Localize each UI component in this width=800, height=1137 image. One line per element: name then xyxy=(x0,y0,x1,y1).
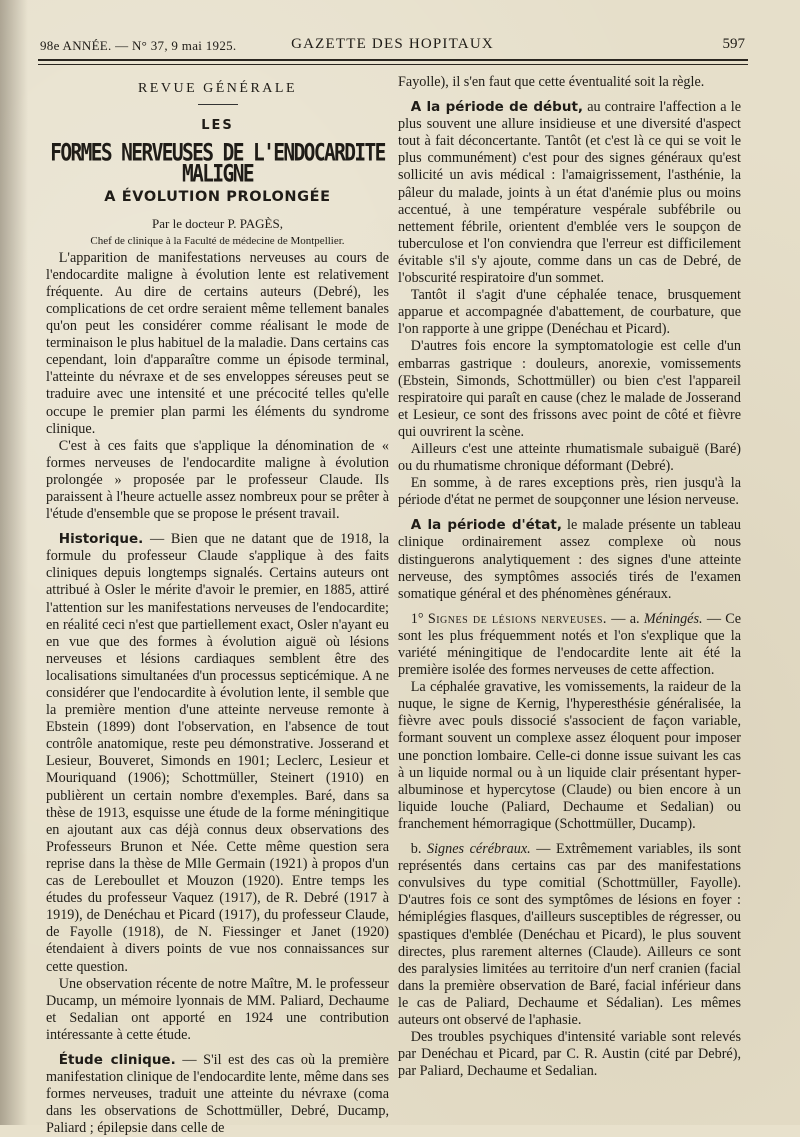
paragraph: Une observation récente de notre Maître, M. le professeur Ducamp, un mémoire lyonnais de MM. Paliard, Dechaume et Sedalian ont apporté en 1924 une contribution intéressante à cette étude. xyxy=(46,975,389,1043)
section-lead: Historique. xyxy=(58,531,144,548)
binding-shadow xyxy=(0,0,28,1125)
byline: Par le docteur P. PAGÈS, xyxy=(152,216,283,232)
rubric-rule xyxy=(198,104,238,105)
section-lead: A la période de début, xyxy=(410,99,584,116)
paragraph: D'autres fois encore la symptomatologie est celle d'un embarras gastrique : douleurs, anorexie, vomissements (Ebstein, Simonds, Schottmüller) ou bien c'est l'appareil respiratoire qui paraît en cause (chez le malade de Josserand et Lesieur, ce sont des frissons avec point de côté et fièvre qui ouvrirent la scène. xyxy=(398,338,741,440)
issue-info: 98e ANNÉE. — N° 37, 9 mai 1925. xyxy=(40,38,237,53)
left-column xyxy=(46,76,389,1137)
article-title: FORMES NERVEUSES DE L'ENDOCARDITE MALIGNE xyxy=(50,138,385,189)
item-number: 1° xyxy=(410,610,424,627)
item-letter: — a. xyxy=(611,610,640,627)
paragraph: Ailleurs c'est une atteinte rhumatismale subaiguë (Baré) ou du rhumatisme chronique déformant (Debré). xyxy=(398,440,741,475)
paragraph-debut xyxy=(398,99,741,287)
subsection-label: Méningés. xyxy=(643,610,703,627)
subsection-label: Signes cérébraux. xyxy=(427,841,531,858)
paragraph: C'est à ces faits que s'applique la dénomination de « formes nerveuses de l'endocardite maligne à évolution prolongée » proposée par le professeur Claude. Ils paraissent à l'heure actuelle assez nombreux pour se prêter à l'étude d'ensemble que se propose le présent travail. xyxy=(46,437,389,523)
journal-name: GAZETTE DES HOPITAUX xyxy=(291,36,494,52)
paragraph-text: — Bien que ne datant que de 1918, la formule du professeur Claude s'applique à des faits cliniques depuis longtemps signalés. Certains auteurs ont attribué à Osler le mérite d'avoir le premier, en 1885, attiré l'attention sur les manifestations nerveuses de l'endocardite; en réalité ceci n'est que partiellement exact, Osler n'ayant eu en vue que des formes à évolution aiguë où lésions nerveuses et lésions cardiaques semblent être des localisations simultanées d'un processus septicémique. A ne considérer que l'endocardite à évolution lente, il semble que la première mention d'une atteinte nerveuse remonte à Ebstein (1899) dont l'observation, en l'absence de tout contrôle anatomique, reste peu démonstrative. Josserand et Lesieur, Bouveret, Simonds en 1901; Leclerc, Lesieur et Mouriquand (1906); Schottmüller, Steinert (1910) en publièrent un certain nombre d'exemples. Baré, dans sa thèse de 1913, esquisse une étude de la forme méningitique en ajoutant aux cas déjà connus deux observations des Professeurs Brunon et Née. Cette même question sera reprise dans la thèse de Mlle Germain (1921) à propos d'un cas de Lereboullet et Mouzon (1920). Entre temps les études du professeur Vaquez (1917), de R. Debré (1917 à 1919), de Denéchau et Picard (1917), du professeur Claude, de Fayolle (1918), de N. Fiessinger et Janet (1920) étendaient à divers points de vue nos connaissances sur cette question. xyxy=(46,531,389,975)
title-kicker: LES xyxy=(201,118,234,134)
subsection-heading: Signes de lésions nerveuses. xyxy=(427,610,607,627)
section-lead: A la période d'état, xyxy=(410,517,562,534)
section-rubric: REVUE GÉNÉRALE xyxy=(137,81,298,96)
paragraph: Fayolle), il s'en faut que cette éventualité soit la règle. xyxy=(398,74,705,90)
page-number: 597 xyxy=(722,36,745,52)
article-subtitle: A ÉVOLUTION PROLONGÉE xyxy=(104,189,331,206)
header-rule-thin xyxy=(38,64,748,65)
paragraph-meninges xyxy=(398,611,741,679)
running-header xyxy=(40,34,745,56)
paragraph-text: au contraire l'affection a le plus souvent une allure insidieuse et une diversité d'aspect tout à fait déconcertante. Tantôt (et c'est là ce qui se voit le plus communément) c'est pour des signes généraux qu'est sollicité un avis médical : l'amaigrissement, l'asthénie, la pâleur du malade, joints à un état d'anémie plus ou moins accentué, à une température vespérale subfébrile ou nettement fébrile, orientent d'emblée vers le soupçon de tuberculose et l'on conviendra que l'erreur est difficilement évitable s'il s'y ajoute, comme dans un cas de Debré, de l'obscurité respiratoire d'un sommet. xyxy=(398,99,741,287)
paragraph-text: — S'il est des cas où la première manifestation clinique de l'endocardite lente, même dans ses formes nerveuses, traduit une atteinte du névraxe (coma dans les observations de Schottmüller, Debré, Ducamp, Paliard ; épilepsie dans celle de xyxy=(46,1051,389,1137)
header-rule xyxy=(38,59,748,61)
paragraph-historique xyxy=(46,531,389,975)
paragraph-text: — Extrêmement variables, ils sont représentés dans certains cas par des manifestations convulsives du type comitial (Schottmüller, Fayolle). D'autres fois ce sont des symptômes de lésions en foyer : hémiplégies flasques, d'ailleurs susceptibles de régresser, ou spastiques d'emblée (Denéchau et Picard), le plus souvent directes, plus rarement alternes (Claude). Ailleurs ce sont des paralysies limitées au territoire d'un nerf cranien (facial dans la première observation de Baré, facial inférieur dans le cas de Paliard, Dechaume et Sédalian). Les mêmes auteurs ont observé de l'aphasie. xyxy=(398,841,742,1028)
paragraph-text: — Ce sont les plus fréquemment notés et l'on s'explique que la variété méningitique de l'endocardite lente ait été la première isolée des formes nerveuses de cette affection. xyxy=(398,610,742,679)
paragraph: Des troubles psychiques d'intensité variable sont relevés par Denéchau et Picard, par C. R. Austin (cité par Debré), par Paliard, Dechaume et Sedalian. xyxy=(398,1029,741,1080)
section-lead: Étude clinique. xyxy=(58,1051,176,1068)
right-column xyxy=(398,74,741,1080)
item-letter: b. xyxy=(410,841,422,858)
paragraph-etat xyxy=(398,517,741,602)
paragraph-text: le malade présente un tableau clinique ordinairement assez complexe où nous distinguerons analytiquement : des signes d'une atteinte nerveuse, des symptômes associés tirés de l'examen somatique général et des phénomènes généraux. xyxy=(398,517,741,602)
paragraph-etude xyxy=(46,1052,389,1137)
paragraph: En somme, à de rares exceptions près, rien jusqu'à la période d'état ne permet de soupçonner une lésion nerveuse. xyxy=(398,475,741,509)
paragraph: L'apparition de manifestations nerveuses au cours de l'endocardite maligne à évolution lente est relativement fréquente. Au dire de certains auteurs (Debré), les complications de cet ordre seraient même tellement banales qu'on peut les considérer comme réalisant le mode de terminaison le plus habituel de la maladie. Dans certains cas cependant, loin d'apparaître comme un épisode terminal, l'atteinte du névraxe et de ses enveloppes séreuses peut se traduire avec une intensité et une précocité telles qu'elle occupe le premier plan parmi les éléments du syndrome clinique. xyxy=(46,249,389,437)
paragraph: Tantôt il s'agit d'une céphalée tenace, brusquement apparue et accompagnée d'abattement, de courbature, que l'on rapporte à une grippe (Denéchau et Picard). xyxy=(398,287,741,338)
paragraph-cerebraux xyxy=(398,841,741,1029)
paragraph: La céphalée gravative, les vomissements, la raideur de la nuque, le signe de Kernig, l'hyperesthésie généralisée, la fièvre avec pouls dissocié s'associent de façon variable, formant souvent un complexe assez éloquent pour imposer une ponction lombaire. Celle-ci donne issue suivant les cas à un liquide normal ou à un liquide clair présentant hyper-albuminose et hypercytose (Claude) ou bien encore à un liquide louche (Paliard, Dechaume et Sedalian) ou franchement hémorragique (Schottmüller, Ducamp). xyxy=(398,679,741,832)
author-affiliation: Chef de clinique à la Faculté de médecine de Montpellier. xyxy=(90,234,345,247)
